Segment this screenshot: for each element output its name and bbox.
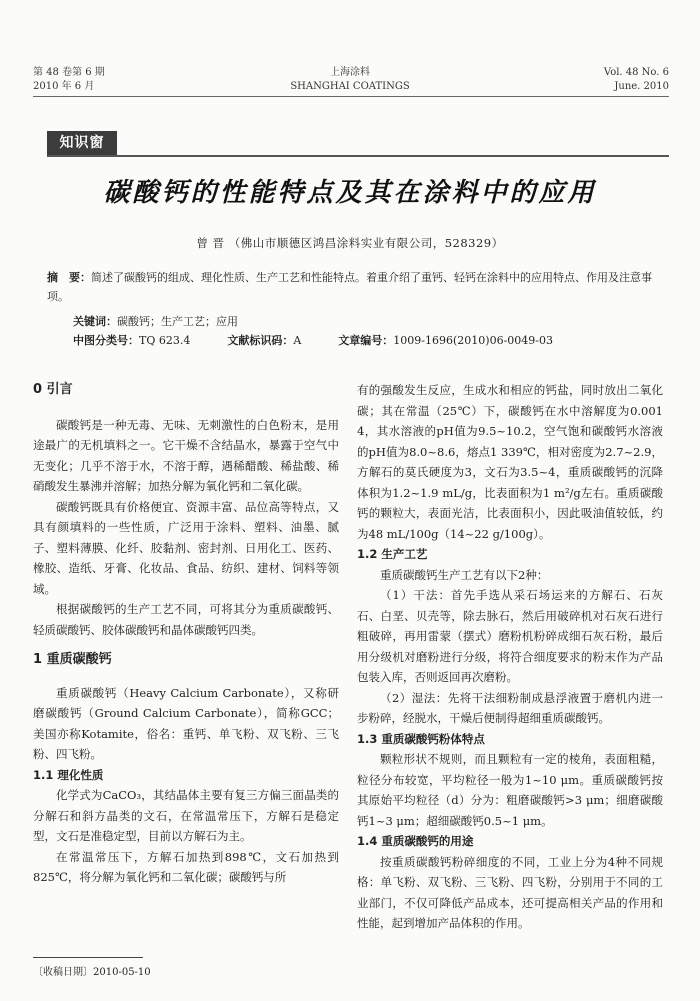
keywords-label: 关键词： xyxy=(73,315,117,328)
abstract-text: 简述了碳酸钙的组成、理化性质、生产工艺和性能特点。着重介绍了重钙、轻钙在涂料中的应用特点、作用及注意事项。 xyxy=(47,271,652,303)
paragraph: 碳酸钙是一种无毒、无味、无刺激性的白色粉末，是用途最广的无机填料之一。它干燥不含结晶水，暴露于空气中无变化；几乎不溶于水，不溶于醇，遇稀醋酸、稀盐酸、稀硝酸发生暴沸并溶解；加热分解为氧化钙和二氧化碳。 xyxy=(33,417,339,493)
abstract-label: 摘 要： xyxy=(47,271,91,284)
article-number: 1009-1696(2010)06-0049-03 xyxy=(393,334,554,347)
footnote-rule xyxy=(33,957,143,958)
section-0-heading: 0 引言 xyxy=(33,382,73,397)
paragraph: 根据碳酸钙的生产工艺不同，可将其分为重质碳酸钙、轻质碳酸钙、胶体碳酸钙和晶体碳酸钙四类。 xyxy=(33,602,339,637)
right-column xyxy=(357,380,663,934)
paragraph: 有的强酸发生反应，生成水和相应的钙盐，同时放出二氧化碳；其在常温（25℃）下，碳酸钙在水中溶解度为0.001 4，其水溶液的pH值为9.5~10.2，空气饱和碳酸钙水溶液的pH值为8.0~8.6，熔点1 339℃，相对密度为2.7~2.9，方解石的莫氏硬度为3，文石为3.5~4，重质碳酸钙的沉降体积为1.2~1.9 mL/g，比表面积为1 m²/g左右。重质碳酸钙的颗粒大，表面光洁，比表面积小，因此吸油值较低，约为48 mL/100g（14~22 g/100g）。 xyxy=(357,383,663,541)
classification: 中图分类号：TQ 623.4 文献标识码：A 文章编号：1009-1696(2010)06-0049-03 xyxy=(73,334,554,347)
section-1-1-heading: 1.1 理化性质 xyxy=(33,767,104,782)
paragraph: 在常温常压下，方解石加热到898℃，文石加热到825℃，将分解为氧化钙和二氧化碳；碳酸钙与所 xyxy=(33,849,339,884)
header-volume: 第 48 卷第 6 期 2010 年 6 月 xyxy=(33,67,105,92)
keywords-text: 碳酸钙；生产工艺；应用 xyxy=(117,315,238,328)
paragraph: 碳酸钙既具有价格便宜、资源丰富、品位高等特点，又具有颜填料的一些性质，广泛用于涂料、塑料、油墨、腻子、塑料薄膜、化纤、胶黏剂、密封剂、日用化工、医药、橡胶、造纸、牙膏、化妆品、食品、纺织、建材、饲料等领域。 xyxy=(33,499,339,596)
column-badge: 知识窗 xyxy=(47,131,117,156)
paragraph: 重质碳酸钙（Heavy Calcium Carbonate），又称研磨碳酸钙（Ground Calcium Carbonate），简称GCC；美国亦称Kotamite，俗名：重钙、单飞粉、双飞粉、三飞粉、四飞粉。 xyxy=(33,685,339,761)
paragraph: 按重质碳酸钙粉碎细度的不同，工业上分为4种不同规格：单飞粉、双飞粉、三飞粉、四飞粉，分别用于不同的工业部门，不仅可降低产品成本，还可提高相关产品的作用和性能，起到增加产品体积的作用。 xyxy=(357,854,663,930)
clc-value: TQ 623.4 xyxy=(139,334,191,347)
paragraph: 颗粒形状不规则，而且颗粒有一定的棱角，表面粗糙，粒径分布较宽，平均粒径一般为1~10 μm。重质碳酸钙按其原始平均粒径（d）分为：粗磨碳酸钙>3 μm；细磨碳酸钙1~3 μm；超细碳酸钙0.5~1 μm。 xyxy=(357,752,663,828)
received-date: 〔收稿日期〕2010-05-10 xyxy=(33,967,151,978)
section-1-2-heading: 1.2 生产工艺 xyxy=(357,547,428,561)
header-issue: Vol. 48 No. 6 June. 2010 xyxy=(603,67,669,92)
paragraph: （1）干法：首先手选从采石场运来的方解石、石灰石、白垩、贝壳等，除去脉石，然后用破碎机对石灰石进行粗破碎，再用雷蒙（摆式）磨粉机粉碎成细石灰石粉，最后用分级机对磨粉进行分级，将符合细度要求的粉末作为产品包装入库，否则返回再次磨粉。 xyxy=(357,588,663,684)
left-column xyxy=(33,380,339,888)
article-title: 碳酸钙的性能特点及其在涂料中的应用 xyxy=(103,178,597,208)
keywords xyxy=(73,312,683,331)
paragraph: 重质碳酸钙生产工艺有以下2种： xyxy=(380,567,549,582)
author-line: 曾 晋 （佛山市顺德区鸿昌涂料实业有限公司，528329） xyxy=(196,236,504,250)
paragraph: （2）湿法：先将干法细粉制成悬浮液置于磨机内进一步粉碎，经脱水，干燥后便制得超细重质碳酸钙。 xyxy=(357,690,663,725)
section-1-heading: 1 重质碳酸钙 xyxy=(33,652,112,667)
header-rule xyxy=(33,96,669,97)
section-1-4-heading: 1.4 重质碳酸钙的用途 xyxy=(357,834,474,848)
doc-code: A xyxy=(293,334,302,347)
badge-rule xyxy=(47,155,669,157)
section-1-3-heading: 1.3 重质碳酸钙粉体特点 xyxy=(357,731,485,746)
paragraph: 化学式为CaCO₃，其结晶体主要有复三方偏三面晶类的分解石和斜方晶类的文石，在常温常压下，方解石是稳定型，文石是准稳定型，目前以方解石为主。 xyxy=(33,788,339,843)
abstract xyxy=(47,268,657,306)
header-journal: 上海涂料 SHANGHAI COATINGS xyxy=(290,67,410,92)
